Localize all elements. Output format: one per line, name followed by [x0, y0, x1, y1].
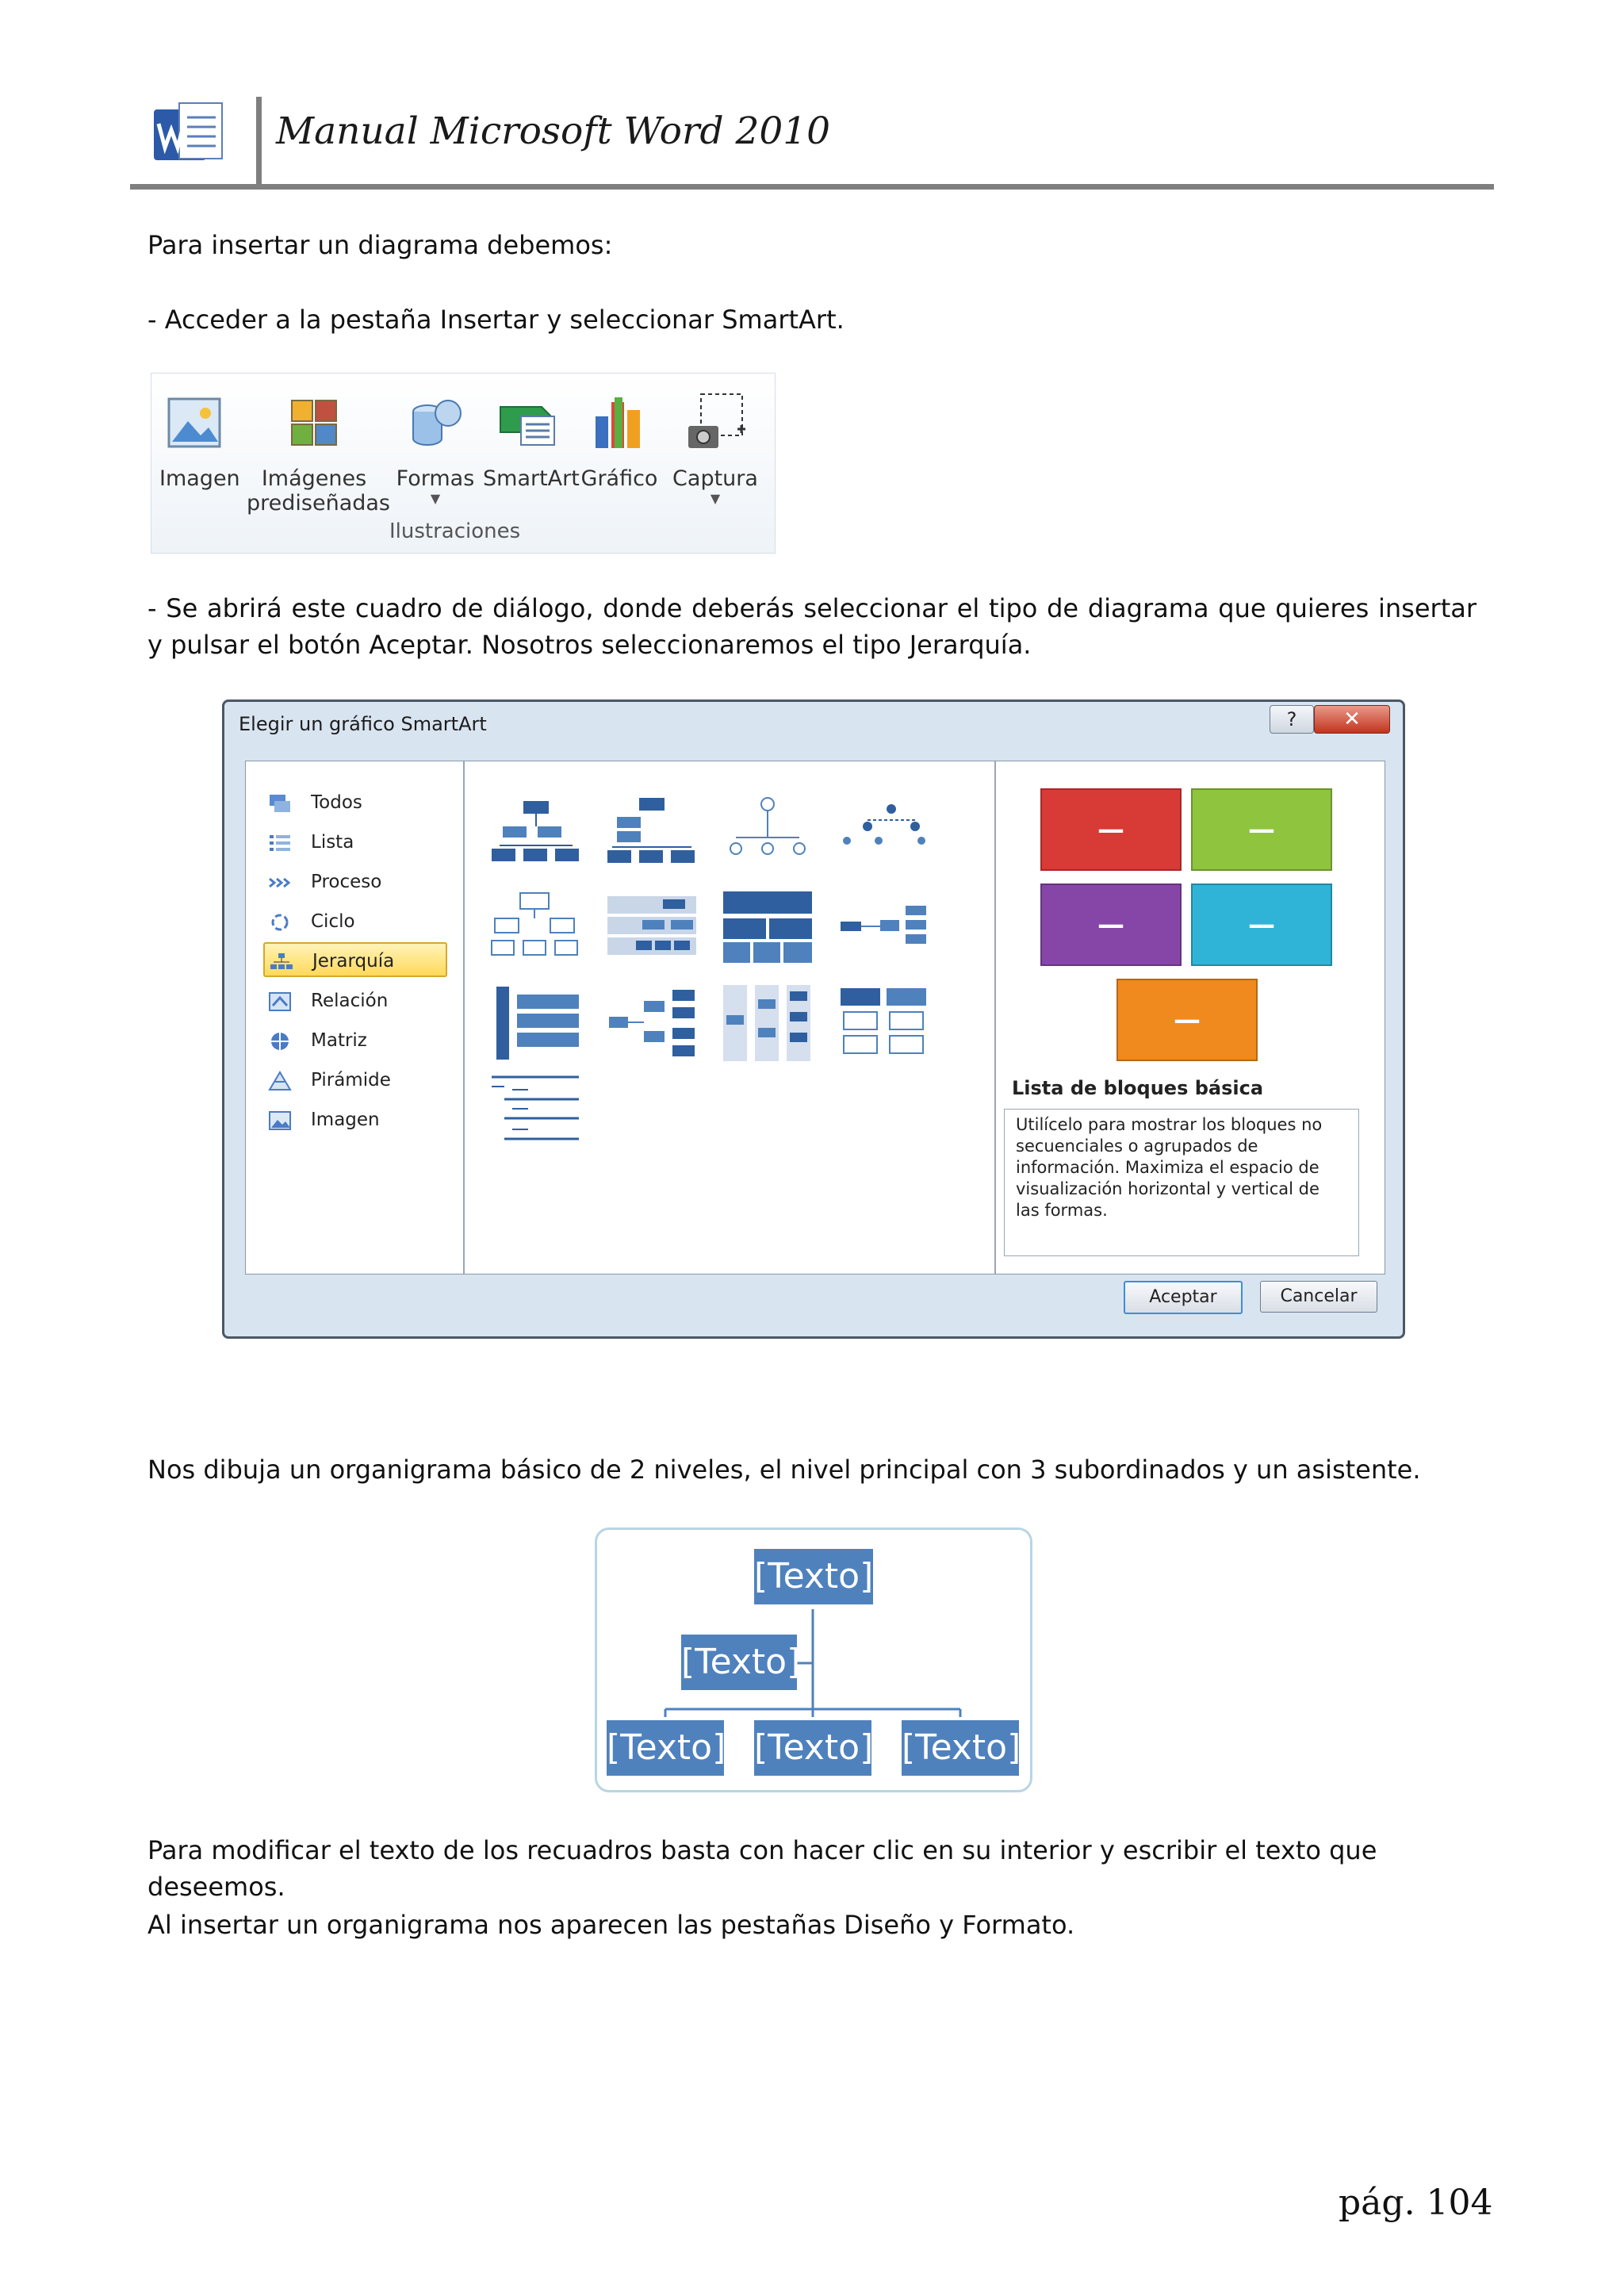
layout-description: Utilícelo para mostrar los bloques no secuenciales o agrupados de información. Maximiza el espacio de visualización horizontal y vertical de las formas.	[1004, 1109, 1359, 1256]
header-divider	[256, 97, 262, 186]
relationship-icon	[268, 991, 292, 1012]
matrix-icon	[268, 1031, 292, 1052]
chart-icon	[586, 389, 653, 456]
pyramid-icon	[268, 1071, 292, 1091]
category-todos[interactable]: Todos	[263, 785, 447, 820]
category-lista[interactable]: Lista	[263, 825, 447, 860]
picture-icon	[268, 1110, 292, 1131]
category-imagen[interactable]: Imagen	[263, 1102, 447, 1137]
shapes-icon	[402, 389, 469, 456]
ribbon-illustrations-group	[151, 373, 776, 554]
category-matriz[interactable]: Matriz	[263, 1023, 447, 1058]
ribbon-group-label: Ilustraciones	[389, 519, 521, 543]
ribbon-button-clipart[interactable]: Imágenes prediseñadas	[247, 389, 381, 516]
hierarchy-icon	[270, 952, 293, 972]
category-list	[246, 761, 465, 1274]
paragraph-step1: - Acceder a la pestaña Insertar y seleccionar SmartArt.	[147, 305, 845, 335]
category-ciclo[interactable]: Ciclo	[263, 904, 447, 939]
ribbon-button-formas[interactable]: Formas ▼	[396, 389, 475, 506]
all-layouts-icon	[268, 793, 292, 814]
dialog-title: Elegir un gráfico SmartArt	[239, 713, 487, 735]
layout-thumbnail[interactable]	[720, 888, 815, 968]
layout-thumbnail[interactable]	[488, 1072, 584, 1152]
org-box-sub3[interactable]: [Texto]	[902, 1720, 1019, 1776]
preview-pane	[996, 761, 1385, 1274]
close-button[interactable]: ✕	[1314, 705, 1390, 734]
preview-block: —	[1040, 884, 1182, 966]
dropdown-arrow-icon: ▼	[710, 491, 721, 506]
list-icon	[268, 833, 292, 853]
page-number: pág. 104	[1339, 2183, 1493, 2223]
category-relacion[interactable]: Relación	[263, 983, 447, 1018]
layout-thumbnail[interactable]	[720, 983, 815, 1063]
preview-block: —	[1191, 788, 1332, 871]
org-box-sub2[interactable]: [Texto]	[754, 1720, 871, 1776]
cycle-icon	[268, 912, 292, 933]
preview-block: —	[1116, 979, 1258, 1061]
ok-button[interactable]: Aceptar	[1124, 1281, 1243, 1314]
smartart-dialog	[222, 700, 1405, 1339]
preview-block: —	[1191, 884, 1332, 966]
org-box-assistant[interactable]: [Texto]	[681, 1635, 797, 1690]
ribbon-button-imagen[interactable]: Imagen	[159, 389, 229, 491]
picture-icon	[161, 389, 228, 456]
dropdown-arrow-icon: ▼	[430, 491, 441, 506]
paragraph-step2: - Se abrirá este cuadro de diálogo, donde deberás seleccionar el tipo de diagrama que quieres insertar y pulsar el botón Aceptar. Nosotros seleccionaremos el tipo Jerarquía.	[147, 593, 1477, 660]
layout-thumbnail[interactable]	[488, 983, 584, 1063]
org-box-sub1[interactable]: [Texto]	[607, 1720, 724, 1776]
clipart-icon	[281, 389, 347, 456]
word-logo-icon	[147, 102, 227, 168]
preview-block: —	[1040, 788, 1182, 871]
layout-thumbnail[interactable]	[720, 793, 815, 872]
layout-thumbnail[interactable]	[836, 888, 931, 968]
org-box-top[interactable]: [Texto]	[754, 1549, 873, 1604]
layout-thumbnail[interactable]	[488, 888, 584, 968]
org-chart	[595, 1527, 1032, 1792]
layout-thumbnail[interactable]	[836, 793, 931, 872]
category-proceso[interactable]: Proceso	[263, 864, 447, 899]
header-title: Manual Microsoft Word 2010	[276, 109, 831, 153]
paragraph-edit: Para modificar el texto de los recuadros basta con hacer clic en su interior y escribir el texto que deseemos.	[147, 1835, 1377, 1902]
category-piramide[interactable]: Pirámide	[263, 1063, 447, 1098]
paragraph-result: Nos dibuja un organigrama básico de 2 niveles, el nivel principal con 3 subordinados y un asistente.	[147, 1455, 1421, 1485]
layout-thumbnail[interactable]	[604, 983, 699, 1063]
header-rule	[130, 184, 1494, 190]
ribbon-button-grafico[interactable]: Gráfico	[580, 389, 659, 491]
paragraph-intro: Para insertar un diagrama debemos:	[147, 230, 613, 260]
process-icon	[268, 872, 292, 893]
help-button[interactable]: ?	[1270, 705, 1314, 734]
paragraph-tabs: Al insertar un organigrama nos aparecen las pestañas Diseño y Formato.	[147, 1910, 1075, 1940]
category-jerarquia[interactable]: Jerarquía	[263, 942, 447, 977]
dialog-body	[245, 761, 1385, 1274]
layout-thumbnail[interactable]	[604, 888, 699, 968]
smartart-icon	[496, 389, 562, 456]
cancel-button[interactable]: Cancelar	[1260, 1281, 1377, 1313]
ribbon-button-captura[interactable]: Captura ▼	[672, 389, 759, 506]
layout-thumbnail[interactable]	[488, 793, 584, 872]
ribbon-button-smartart[interactable]: SmartArt	[483, 389, 575, 491]
layout-gallery	[465, 761, 996, 1274]
screenshot-icon	[682, 389, 749, 456]
layout-name: Lista de bloques básica	[1012, 1077, 1264, 1099]
layout-thumbnail[interactable]	[836, 983, 931, 1063]
layout-thumbnail[interactable]	[604, 793, 699, 872]
